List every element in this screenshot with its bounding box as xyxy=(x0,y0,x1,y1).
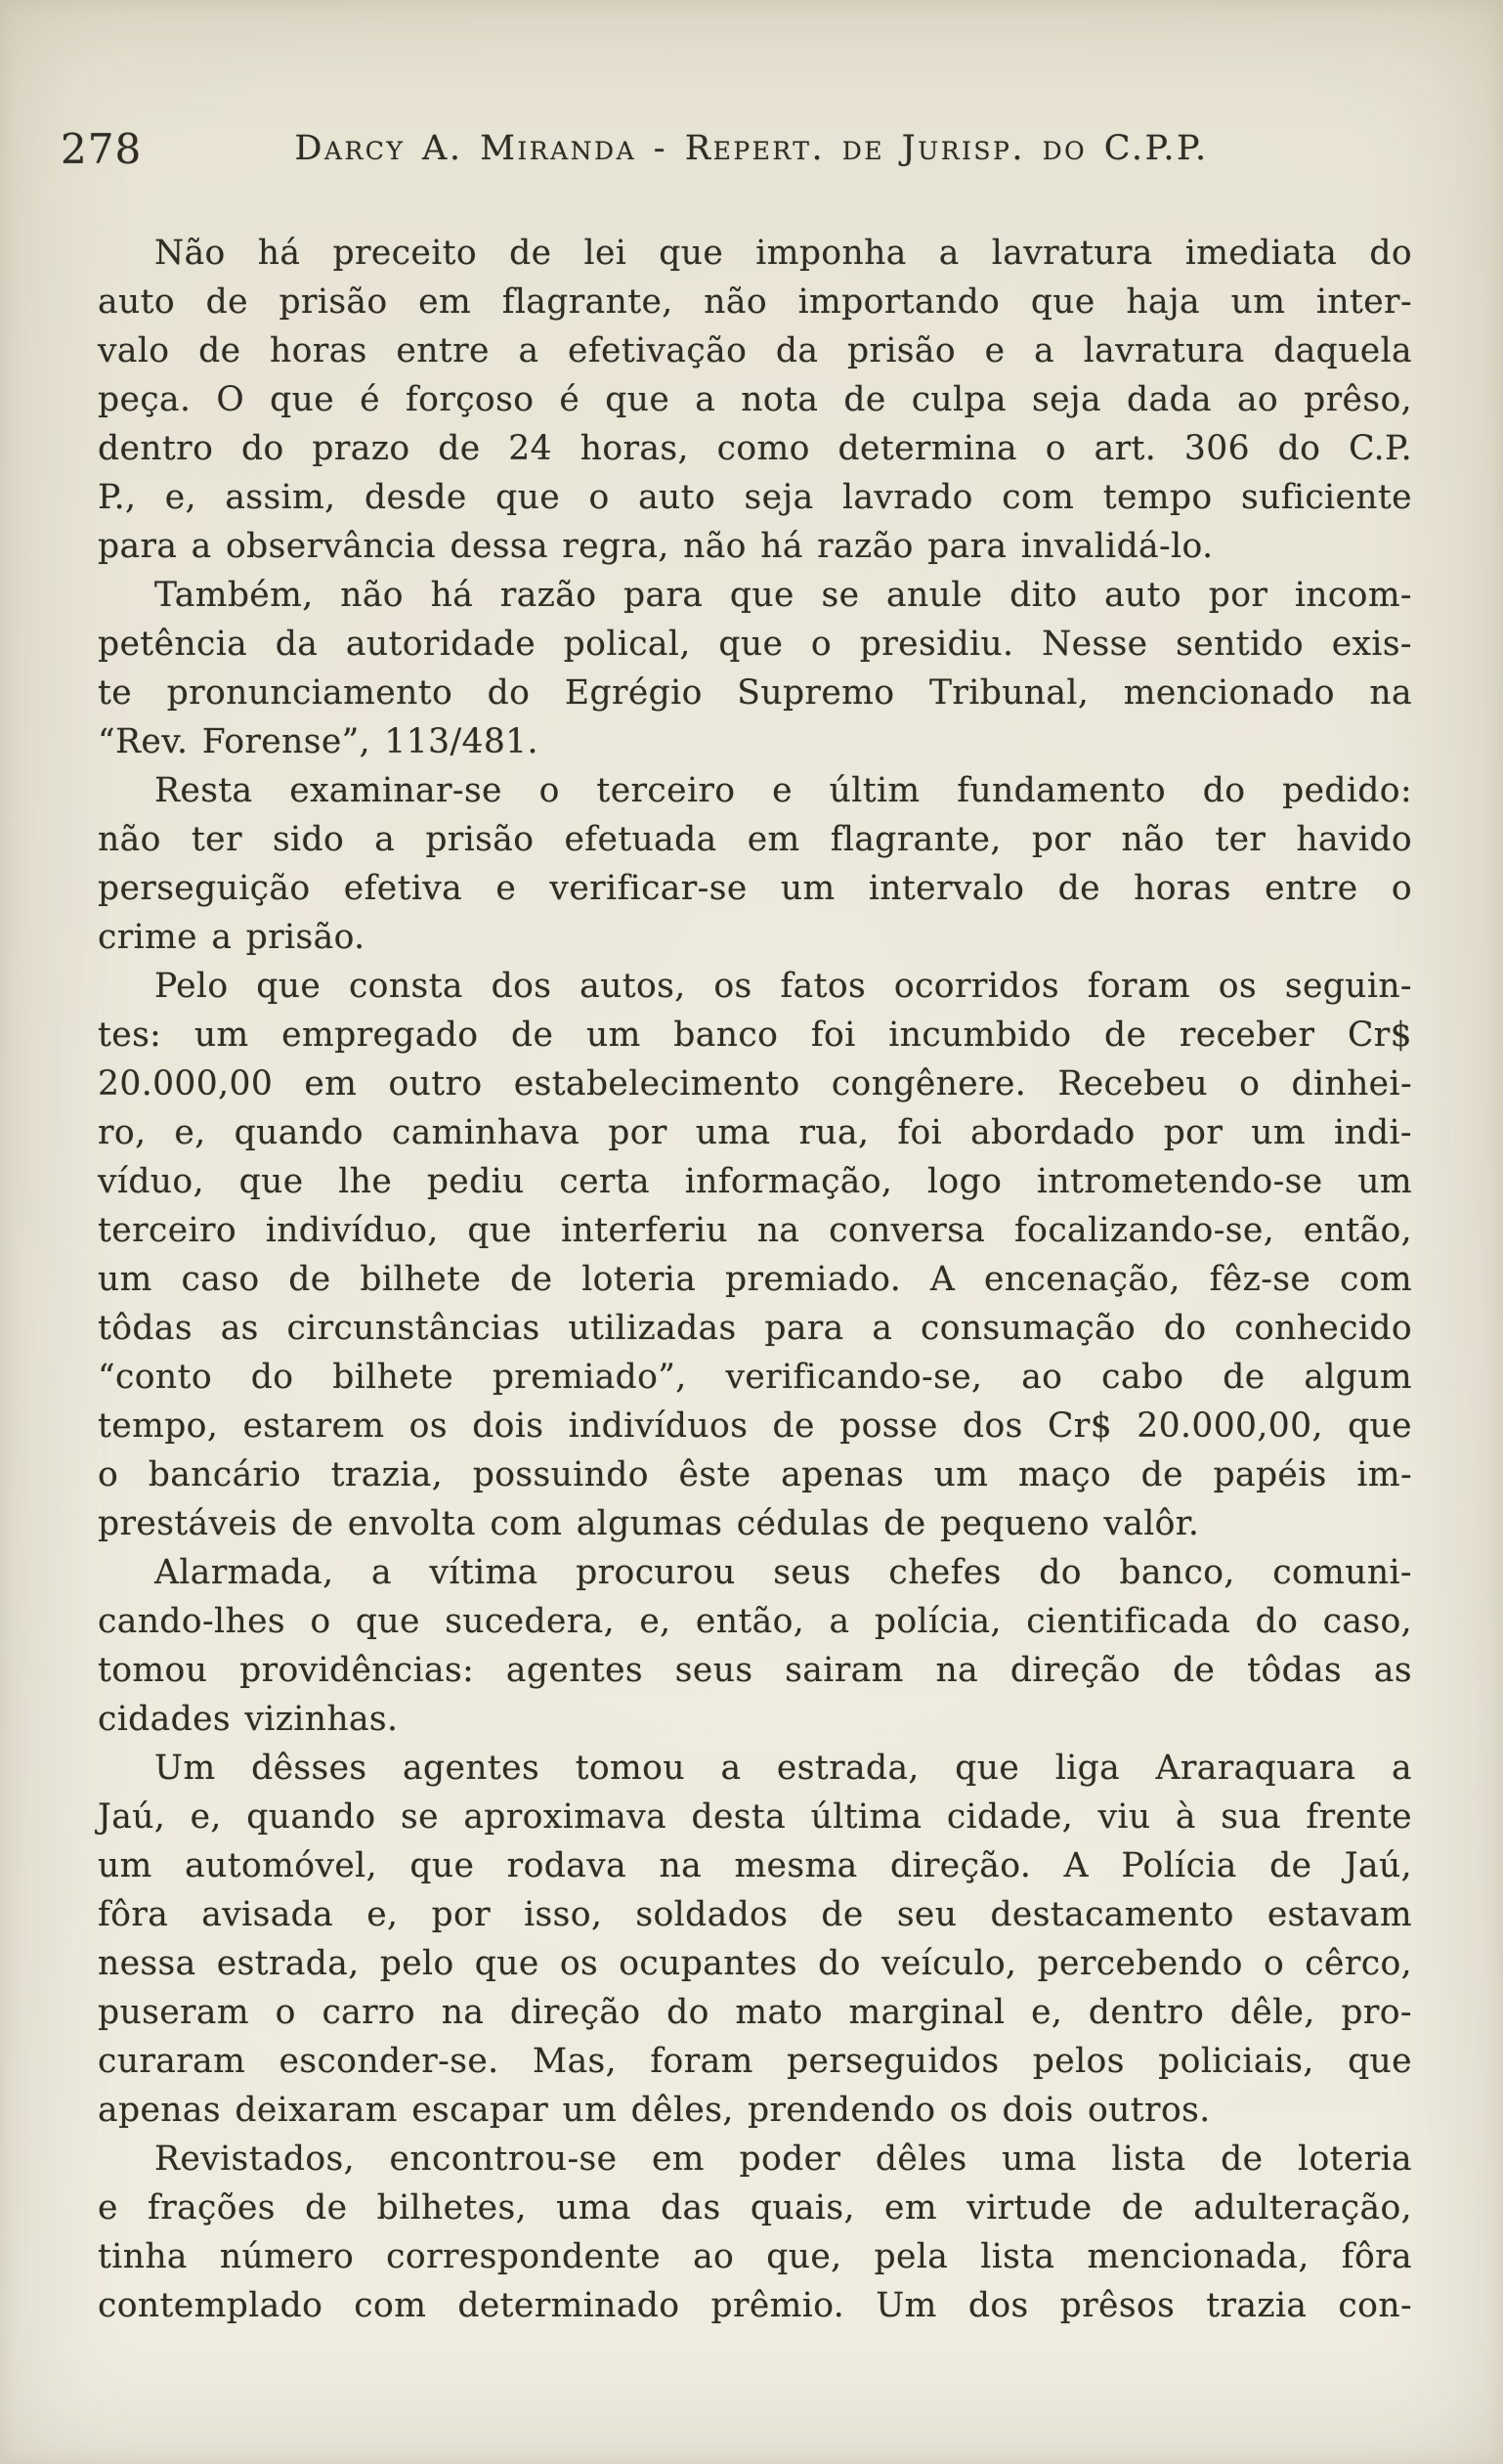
text-line: 20.000,00 em outro estabelecimento congênere. Recebeu o dinhei- xyxy=(98,1064,1412,1103)
running-title: Darcy A. Miranda - Repert. de Jurisp. do C.P.P. xyxy=(294,129,1209,168)
page-number: 278 xyxy=(61,125,143,173)
text-line: Resta examinar-se o terceiro e últim fundamento do pedido: xyxy=(154,771,1412,810)
text-line: fôra avisada e, por isso, soldados de seu destacamento estavam xyxy=(98,1895,1412,1934)
text-line: cidades vizinhas. xyxy=(98,1700,399,1739)
text-line: petência da autoridade polical, que o presidiu. Nesse sentido exis- xyxy=(98,625,1412,664)
text-line: te pronunciamento do Egrégio Supremo Tribunal, mencionado na xyxy=(98,673,1412,713)
text-line: víduo, que lhe pediu certa informação, logo intrometendo-se um xyxy=(98,1162,1412,1201)
text-line: tinha número correspondente ao que, pela lista mencionada, fôra xyxy=(98,2237,1412,2276)
text-line: prestáveis de envolta com algumas cédulas de pequeno valôr. xyxy=(98,1504,1200,1543)
text-line: apenas deixaram escapar um dêles, prendendo os dois outros. xyxy=(98,2091,1211,2130)
body-text xyxy=(98,229,1412,2330)
text-line: Revistados, encontrou-se em poder dêles uma lista de loteria xyxy=(154,2140,1412,2179)
text-line: ro, e, quando caminhava por uma rua, foi abordado por um indi- xyxy=(98,1113,1412,1152)
paragraph xyxy=(98,229,1412,571)
text-line: curaram esconder-se. Mas, foram perseguidos pelos policiais, que xyxy=(98,2042,1412,2081)
text-line: um automóvel, que rodava na mesma direção. A Polícia de Jaú, xyxy=(98,1846,1412,1885)
text-line: valo de horas entre a efetivação da prisão e a lavratura daquela xyxy=(98,331,1412,370)
text-line: peça. O que é forçoso é que a nota de culpa seja dada ao prêso, xyxy=(98,380,1412,419)
page-header xyxy=(0,123,1503,182)
text-line: Um dêsses agentes tomou a estrada, que liga Araraquara a xyxy=(154,1749,1412,1788)
text-line: cando-lhes o que sucedera, e, então, a polícia, cientificada do caso, xyxy=(98,1602,1412,1641)
text-line: auto de prisão em flagrante, não importando que haja um inter- xyxy=(98,282,1412,322)
paragraph xyxy=(98,1744,1412,2135)
text-line: um caso de bilhete de loteria premiado. A encenação, fêz-se com xyxy=(98,1260,1412,1299)
text-line: não ter sido a prisão efetuada em flagrante, por não ter havido xyxy=(98,820,1412,859)
text-line: “Rev. Forense”, 113/481. xyxy=(98,722,538,761)
text-line: terceiro indivíduo, que interferiu na conversa focalizando-se, então, xyxy=(98,1211,1412,1250)
paragraph xyxy=(98,1548,1412,1744)
text-line: tes: um empregado de um banco foi incumbido de receber Cr$ xyxy=(98,1016,1412,1055)
text-line: tomou providências: agentes seus sairam na direção de tôdas as xyxy=(98,1651,1412,1690)
text-line: Jaú, e, quando se aproximava desta última cidade, viu à sua frente xyxy=(98,1797,1412,1837)
text-line: puseram o carro na direção do mato marginal e, dentro dêle, pro- xyxy=(98,1993,1412,2032)
paragraph xyxy=(98,2135,1412,2330)
text-line: para a observância dessa regra, não há razão para invalidá-lo. xyxy=(98,527,1214,566)
text-line: perseguição efetiva e verificar-se um intervalo de horas entre o xyxy=(98,869,1412,908)
paragraph xyxy=(98,571,1412,766)
paragraph xyxy=(98,766,1412,962)
text-line: Não há preceito de lei que imponha a lavratura imediata do xyxy=(154,234,1412,273)
text-line: Alarmada, a vítima procurou seus chefes do banco, comuni- xyxy=(154,1553,1412,1592)
text-line: e frações de bilhetes, uma das quais, em virtude de adulteração, xyxy=(98,2188,1412,2227)
text-line: crime a prisão. xyxy=(98,918,365,957)
text-line: contemplado com determinado prêmio. Um dos prêsos trazia con- xyxy=(98,2286,1412,2325)
text-line: o bancário trazia, possuindo êste apenas um maço de papéis im- xyxy=(98,1455,1412,1494)
text-line: tempo, estarem os dois indivíduos de posse dos Cr$ 20.000,00, que xyxy=(98,1406,1412,1446)
text-line: Também, não há razão para que se anule dito auto por incom- xyxy=(154,576,1412,615)
text-line: “conto do bilhete premiado”, verificando-se, ao cabo de algum xyxy=(98,1358,1412,1397)
text-line: P., e, assim, desde que o auto seja lavrado com tempo suficiente xyxy=(98,478,1412,517)
text-line: nessa estrada, pelo que os ocupantes do veículo, percebendo o cêrco, xyxy=(98,1944,1412,1983)
text-line: Pelo que consta dos autos, os fatos ocorridos foram os seguin- xyxy=(154,967,1412,1006)
text-line: tôdas as circunstâncias utilizadas para a consumação do conhecido xyxy=(98,1309,1412,1348)
text-line: dentro do prazo de 24 horas, como determina o art. 306 do C.P. xyxy=(98,429,1412,468)
paragraph xyxy=(98,962,1412,1548)
